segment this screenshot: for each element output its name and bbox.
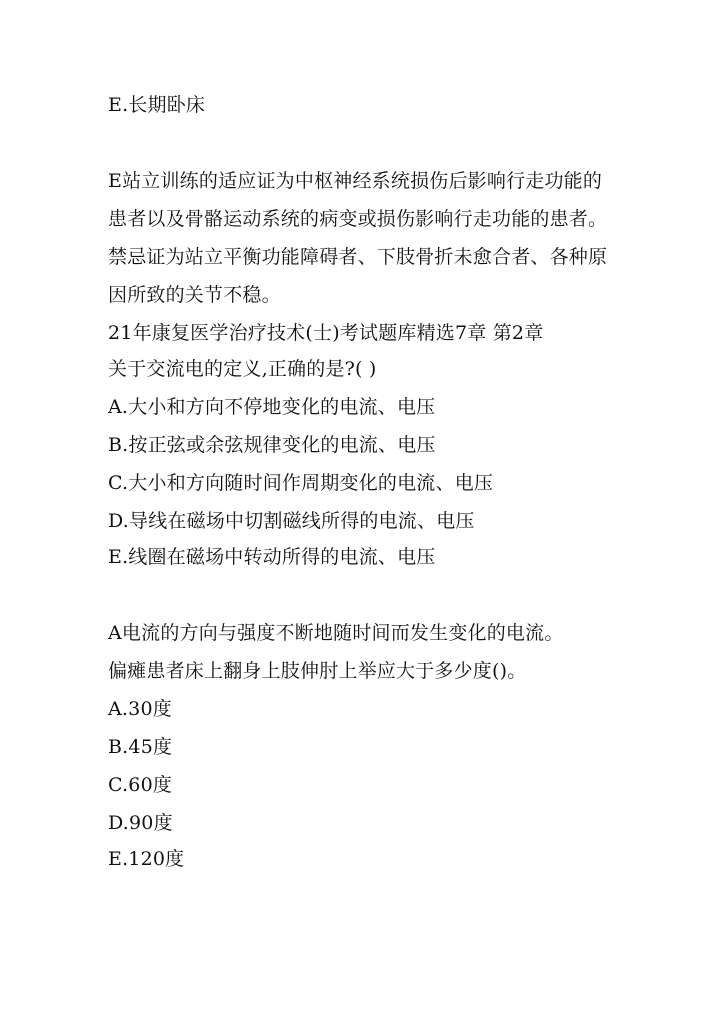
question2-option-b: B.45度 bbox=[108, 736, 173, 758]
question1-stem: 关于交流电的定义,正确的是?( ) bbox=[108, 358, 377, 380]
question1-option-c: C.大小和方向随时间作周期变化的电流、电压 bbox=[108, 472, 494, 494]
question2-option-e: E.120度 bbox=[108, 848, 185, 870]
prev-answer-line-1: E站立训练的适应证为中枢神经系统损伤后影响行走功能的 bbox=[108, 170, 603, 192]
question1-option-e: E.线圈在磁场中转动所得的电流、电压 bbox=[108, 546, 436, 568]
question2-stem: 偏瘫患者床上翻身上肢伸肘上举应大于多少度()。 bbox=[108, 660, 527, 682]
prev-option-e: E.长期卧床 bbox=[108, 94, 206, 116]
prev-answer-line-4: 因所致的关节不稳。 bbox=[108, 284, 281, 306]
question1-answer: A电流的方向与强度不断地随时间而发生变化的电流。 bbox=[108, 622, 564, 644]
question1-option-a: A.大小和方向不停地变化的电流、电压 bbox=[108, 396, 436, 418]
section-title: 21年康复医学治疗技术(士)考试题库精选7章 第2章 bbox=[108, 322, 544, 344]
question1-option-d: D.导线在磁场中切割磁线所得的电流、电压 bbox=[108, 510, 475, 532]
question2-option-a: A.30度 bbox=[108, 698, 172, 720]
question2-option-c: C.60度 bbox=[108, 774, 173, 796]
question1-option-b: B.按正弦或余弦规律变化的电流、电压 bbox=[108, 434, 436, 456]
question2-option-d: D.90度 bbox=[108, 812, 173, 834]
prev-answer-line-2: 患者以及骨骼运动系统的病变或损伤影响行走功能的患者。 bbox=[108, 208, 608, 230]
prev-answer-line-3: 禁忌证为站立平衡功能障碍者、下肢骨折未愈合者、各种原 bbox=[108, 246, 608, 268]
